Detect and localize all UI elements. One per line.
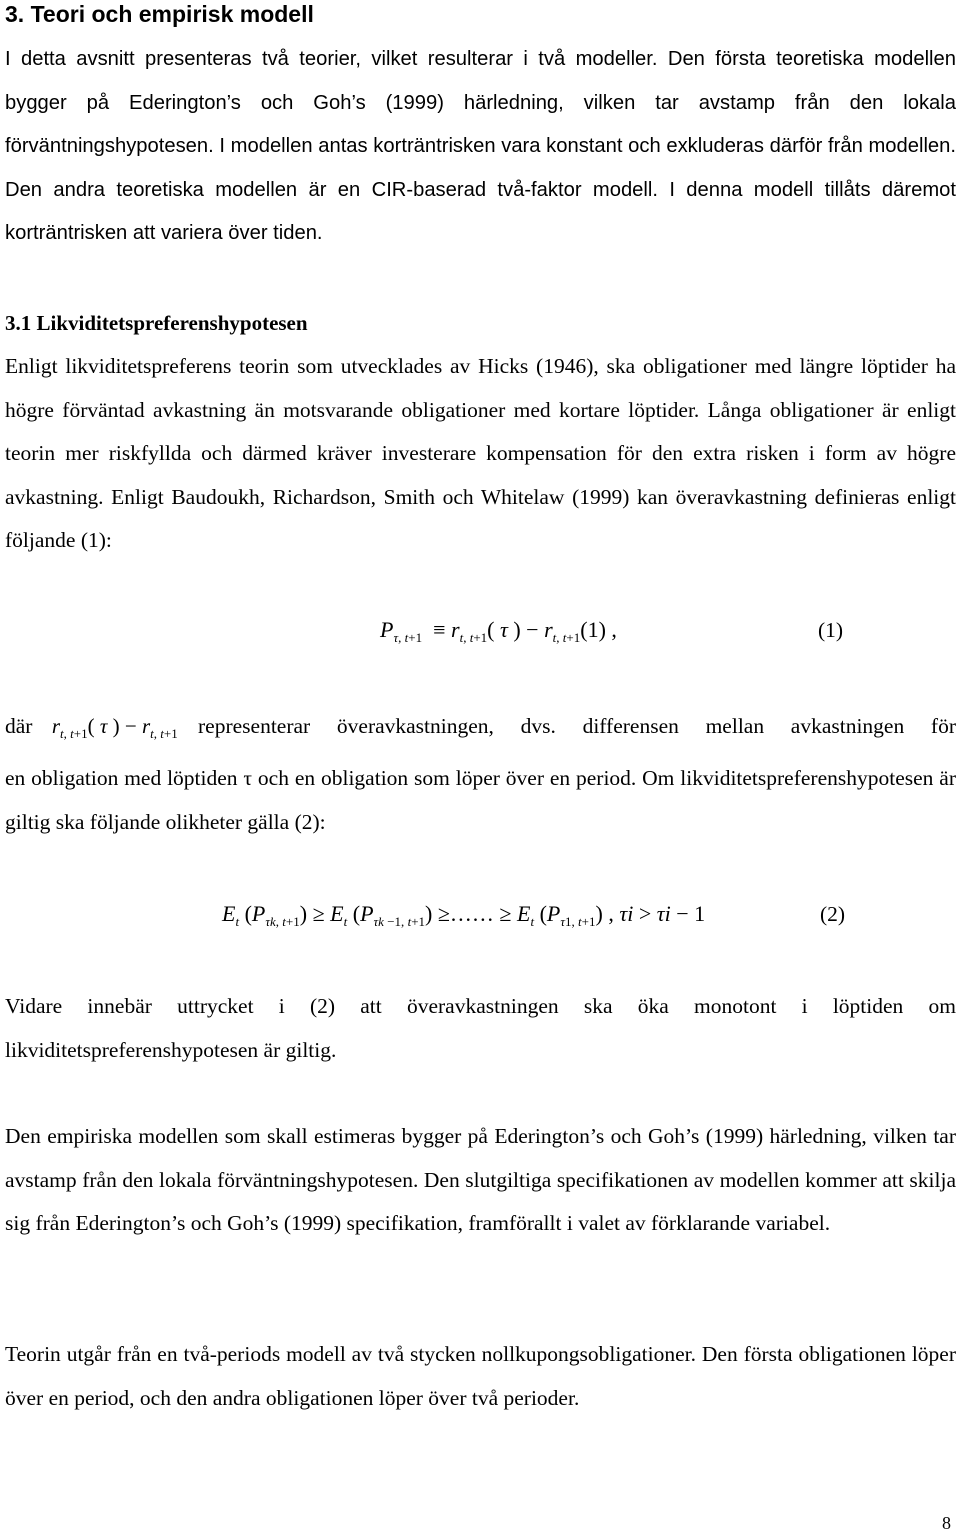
definition-text: representerar överavkastningen, dvs. differensen mellan avkastningen för	[198, 714, 956, 738]
paragraph-inequalities: en obligation med löptiden τ och en obligation som löper över en period. Om likviditetspreferenshypotesen är giltig ska följande olikheter gälla (2):	[5, 766, 956, 834]
intro-paragraph: I detta avsnitt presenteras två teorier, vilket resulterar i två modeller. Den första teoretiska modellen bygger på Ederington’s och Goh’s (1999) härledning, vilken tar avstamp från den lokala förväntningshypotesen. I modellen antas korträntrisken vara konstant och exkluderas därför från modellen. Den andra teoretiska modellen är en CIR-baserad två-faktor modell. I denna modell tillåts däremot korträntrisken att variera över tiden.	[5, 48, 956, 244]
paragraph-monotone: Vidare innebär uttrycket i (2) att överavkastningen ska öka monotont i löptiden om likviditetspreferenshypotesen är giltig.	[5, 994, 956, 1062]
section-heading: 3. Teori och empirisk modell	[5, 1, 314, 27]
excess-return-expression: $r_{t, t+1}$( τ ) − $r_{t, t+1}$	[51, 714, 178, 741]
paragraph-two-period-model: Teorin utgår från en två-periods modell av två stycken nollkupongsobligationer. Den första obligationen löper över en period, och den andra obligationen löper över två perioder.	[5, 1342, 956, 1410]
definition-line	[5, 706, 956, 746]
page-number: 8	[942, 1513, 951, 1533]
paragraph-liquidity-theory: Enligt likviditetspreferens teorin som utvecklades av Hicks (1946), ska obligationer med längre löptider ha högre förväntad avkastning än motsvarande obligationer med kortare löptider. Långa obligationer är enligt teorin mer riskfyllda och därmed kräver investerare kompensation för den extra risken i form av högre avkastning. Enligt Baudoukh, Richardson, Smith och Whitelaw (1999) kan överavkastning definieras enligt följande (1):	[5, 354, 956, 552]
equation-1-number: (1)	[818, 618, 844, 642]
equation-1: $P_{\tau, t+1} \equiv r_{t, t+1}$( τ ) − $r_{t, t+1}(1)$ ,	[380, 617, 617, 645]
equation-2: $E_t$ $(P_{\tau k, t+1}) \ge E_t$ $(P_{\tau k -1, t+1})$ ≥…… ≥ $E_t$ $(P_{\tau 1, t+1})$ , τi > τi − 1	[222, 901, 706, 929]
subsection-heading: 3.1 Likviditetspreferenshypotesen	[5, 311, 308, 335]
dar-word: där	[5, 714, 33, 738]
paragraph-empirical-model: Den empiriska modellen som skall estimeras bygger på Ederington’s och Goh’s (1999) härledning, vilken tar avstamp från den lokala förväntningshypotesen. Den slutgiltiga specifikationen av modellen kommer att skilja sig från Ederington’s och Goh’s (1999) specifikation, framförallt i valet av förklarande variabel.	[5, 1124, 956, 1235]
equation-2-number: (2)	[820, 902, 846, 926]
